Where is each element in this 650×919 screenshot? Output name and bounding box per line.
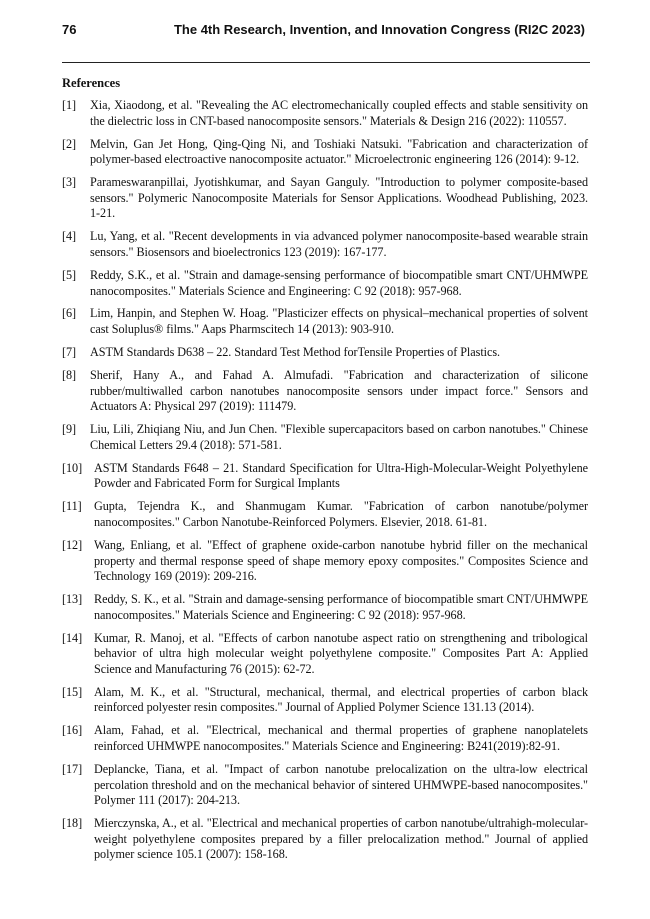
running-header-title: The 4th Research, Invention, and Innovation Congress (RI2C 2023) [173,22,585,37]
reference-number: [15] [62,684,83,699]
reference-text: Alam, Fahad, et al. "Electrical, mechanical and thermal properties of graphene nanoplatelets reinforced UHMWPE nanocomposites." Materials Science and Engineering: B241(2019):82-91. [94,723,588,754]
header-divider [62,62,590,63]
reference-text: ASTM Standards D638 – 22. Standard Test Method forTensile Properties of Plastics. [90,345,501,360]
reference-text: Xia, Xiaodong, et al. "Revealing the AC electromechanically coupled effects and stable sensitivity on the dielectric loss in CNT-based nanocomposite sensors." Materials & Design 216 (2022): 110557. [90,98,588,128]
reference-item [62,538,588,585]
reference-item [62,723,588,754]
reference-number: [5] [62,267,77,282]
reference-text: ASTM Standards F648 – 21. Standard Specification for Ultra-High-Molecular-Weight Polyethylene Powder and Fabricated Form for Surgical Implants [94,460,588,491]
reference-item [62,816,588,863]
reference-number: [4] [62,229,77,244]
reference-item [62,422,588,453]
reference-text: Lim, Hanpin, and Stephen W. Hoag. "Plasticizer effects on physical–mechanical properties of solvent cast Soluplus® films." Aaps Pharmscitech 14 (2013): 903-910. [90,306,588,337]
reference-number: [13] [62,592,83,607]
reference-number: [17] [62,762,83,777]
reference-item [62,685,588,716]
reference-item [62,175,588,222]
reference-number: [2] [62,136,77,151]
reference-text: Wang, Enliang, et al. "Effect of graphene oxide-carbon nanotube hybrid filler on the mechanical property and thermal response speed of shape memory epoxy composites." Composites Science and Technology 169 (2019): 209-216. [94,537,588,584]
reference-item [62,461,588,492]
reference-item [62,229,588,260]
reference-number: [9] [62,422,77,437]
reference-number: [11] [62,499,82,514]
reference-list [62,98,588,870]
reference-item [62,98,588,129]
reference-item [62,499,588,530]
reference-number: [12] [62,537,83,552]
reference-text: Parameswaranpillai, Jyotishkumar, and Sayan Ganguly. "Introduction to polymer composite-based sensors." Polymeric Nanocomposite Materials for Sensor Applications. Woodhead Publishing, 2023. 1-21. [90,175,588,221]
reference-text: Liu, Lili, Zhiqiang Niu, and Jun Chen. "Flexible supercapacitors based on carbon nanotubes." Chinese Chemical Letters 29.4 (2018): 571-581. [90,422,588,452]
reference-text: Reddy, S.K., et al. "Strain and damage-sensing performance of biocompatible smart CNT/UHMWPE nanocomposites." Materials Science and Engineering: C 92 (2018): 957-968. [90,267,588,298]
reference-item [62,368,588,415]
reference-item [62,268,588,299]
reference-text: Lu, Yang, et al. "Recent developments in via advanced polymer nanocomposite-based wearable strain sensors." Biosensors and bioelectronics 123 (2019): 167-177. [90,229,588,259]
reference-number: [6] [62,306,77,321]
reference-number: [14] [62,630,83,645]
reference-number: [18] [62,816,83,831]
page-number: 76 [62,22,77,37]
reference-item [62,592,588,623]
reference-text: Sherif, Hany A., and Fahad A. Almufadi. "Fabrication and characterization of silicone rubber/multiwalled carbon nanotubes nanocomposite sensors under impact force." Sensors and Actuators A: Physical 297 (2019): 111479. [90,368,588,414]
page-header [62,22,590,42]
reference-number: [3] [62,175,77,190]
reference-item [62,306,588,337]
reference-text: Alam, M. K., et al. "Structural, mechanical, thermal, and electrical properties of carbon black reinforced polyester resin composites." Journal of Applied Polymer Science 131.13 (2014). [94,684,588,715]
reference-item [62,345,588,361]
reference-text: Reddy, S. K., et al. "Strain and damage-sensing performance of biocompatible smart CNT/UHMWPE nanocomposites." Materials Science and Engineering: C 92 (2018): 957-968. [94,592,588,622]
reference-number: [16] [62,723,83,738]
reference-item [62,137,588,168]
references-heading: References [62,76,121,90]
reference-number: [7] [62,345,77,360]
reference-text: Mierczynska, A., et al. "Electrical and mechanical properties of carbon nanotube/ultrahigh-molecular-weight polyethylene composites prepared by a filler prelocalization method." Journal of applied polymer science 105.1 (2007): 158-168. [94,816,588,862]
reference-text: Deplancke, Tiana, et al. "Impact of carbon nanotube prelocalization on the ultra-low electrical percolation threshold and on the mechanical behavior of sintered UHMWPE-based nanocomposites." Polymer 111 (2017): 204-213. [94,762,588,808]
reference-number: [10] [62,460,83,475]
reference-text: Melvin, Gan Jet Hong, Qing-Qing Ni, and Toshiaki Natsuki. "Fabrication and characterization of polymer-based electroactive nanocomposite actuator." Microelectronic engineering 126 (2014): 9-12. [90,136,588,167]
reference-text: Gupta, Tejendra K., and Shanmugam Kumar. "Fabrication of carbon nanotube/polymer nanocomposites." Carbon Nanotube-Reinforced Polymers. Elsevier, 2018. 61-81. [94,499,588,529]
reference-number: [8] [62,368,77,383]
reference-item [62,762,588,809]
reference-number: [1] [62,98,77,112]
reference-text: Kumar, R. Manoj, et al. "Effects of carbon nanotube aspect ratio on strengthening and tribological behavior of ultra high molecular weight polyethylene composite." Composites Part A: Applied Science and Manufacturing 76 (2015): 62-72. [94,630,588,676]
reference-item [62,631,588,678]
